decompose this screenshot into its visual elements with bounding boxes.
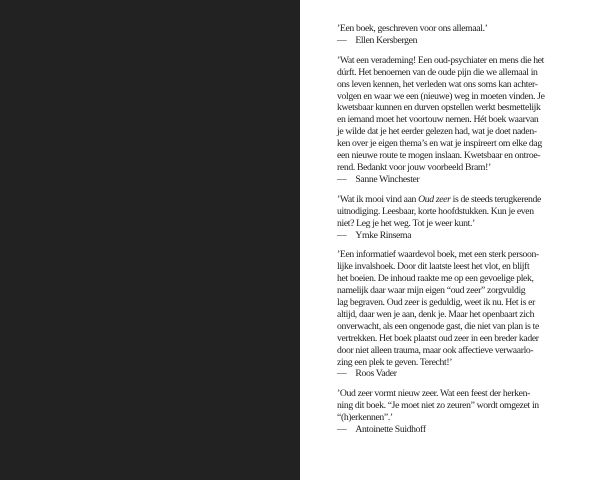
attribution-dash: —: [337, 34, 347, 46]
quote-line: ning dit boek. “Je moet niet zo zeuren” wordt omgezet in: [337, 400, 539, 412]
author-name: Roos Vader: [355, 368, 397, 380]
quote-line: dúrft. Het benoemen van de oude pijn die we allemaal in: [337, 66, 538, 78]
quote-line: vertrekken. Het boek plaatst oud zeer in een breder kader: [337, 332, 539, 344]
author-name: Ellen Kersbergen: [355, 34, 418, 46]
quote-line: ’Een boek, geschreven voor ons allemaal.’: [337, 23, 488, 34]
attribution-dash: —: [337, 368, 347, 380]
attribution-dash: —: [337, 173, 347, 185]
right-page: [300, 0, 600, 480]
quote-block: [337, 194, 571, 242]
quote-line: uitnodiging. Leesbaar, korte hoofdstukken. Kun je even: [337, 205, 534, 217]
quote-line: niet? Leg je het weg. Tot je weer kunt.’: [337, 217, 475, 229]
quote-block: [337, 388, 571, 436]
quote-attribution: [337, 174, 571, 186]
quote-attribution: [337, 230, 571, 242]
quote-line: namelijk daar waar mijn eigen “oud zeer” zorgvuldig: [337, 285, 526, 297]
quote-line: ’Wat een verademing! Een oud-psychiater en mens die het: [337, 54, 544, 66]
quote-block: [337, 23, 571, 47]
quote-line: lijke invalshoek. Door dit laatste leest het vlot, en blijft: [337, 261, 530, 273]
quote-line: ’Een informatief waardevol boek, met een sterk persoon-: [337, 249, 539, 261]
quote-attribution: [337, 424, 571, 436]
quote-line: rend. Bedankt voor jouw voorbeeld Bram!’: [337, 161, 491, 173]
author-name: Ymke Rinsema: [355, 229, 412, 241]
quote-line: onverwacht, als een ongenode gast, die niet van plan is te: [337, 320, 539, 332]
quote-line: en iemand moet het voortouw nemen. Hét boek waarvan: [337, 114, 539, 126]
quote-line: kwetsbaar kunnen en durven opstellen werkt besmettelijk: [337, 102, 541, 114]
quote-line: een nieuwe route te mogen inslaan. Kwetsbaar en ontroe-: [337, 150, 541, 162]
author-name: Antoinette Suidhoff: [355, 424, 426, 436]
quote-attribution: [337, 368, 571, 380]
endorsement-quotes: [337, 23, 571, 436]
quote-attribution: [337, 35, 571, 47]
author-name: Sanne Winchester: [355, 173, 420, 185]
quote-line: ’Oud zeer vormt nieuw zeer. Wat een feest der herken-: [337, 388, 530, 400]
quote-line: lag begraven. Oud zeer is geduldig, weet ik nu. Het is er: [337, 297, 535, 309]
quote-line: het boeien. De inhoud raakte me op een gevoelige plek,: [337, 273, 534, 285]
quote-line: je wilde dat je het eerder gelezen had, wat je doet naden-: [337, 126, 537, 138]
attribution-dash: —: [337, 424, 347, 436]
quote-line: ’Wat ik mooi vind aan Oud zeer is de steeds terugkerende: [337, 193, 541, 205]
book-title-italic: Oud zeer: [418, 193, 451, 205]
quote-line: ken over je eigen thema’s en wat je inspireert om elke dag: [337, 138, 542, 150]
quote-block: [337, 249, 571, 380]
quote-line: altijd, daar wen je aan, denk je. Maar het openbaart zich: [337, 308, 535, 320]
quote-line: zing een plek te geven. Terecht!’: [337, 356, 453, 368]
quote-line: ons leven kennen, het verleden wat ons soms kan achter-: [337, 78, 538, 90]
quote-line: “(h)erkennen”.’: [337, 412, 393, 424]
quote-line: volgen en waar we een (nieuwe) weg in moeten vinden. Je: [337, 90, 545, 102]
quote-line: door niet alleen trauma, maar ook affectieve verwaarlo-: [337, 344, 534, 356]
attribution-dash: —: [337, 229, 347, 241]
quote-block: [337, 55, 571, 186]
